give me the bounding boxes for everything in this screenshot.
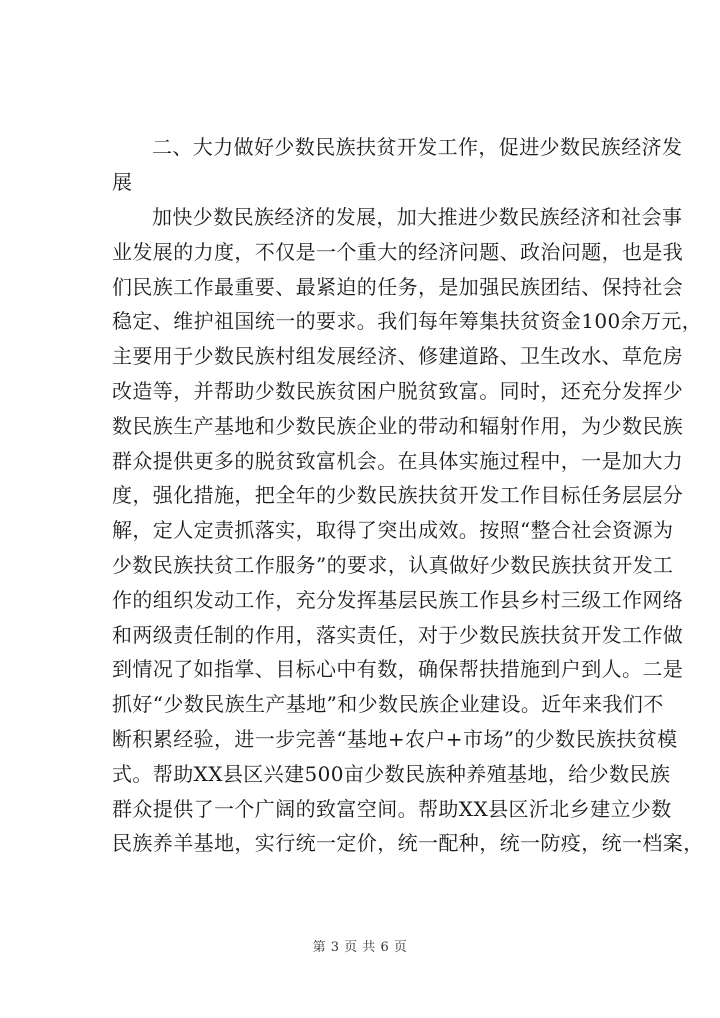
paragraph-line: 和两级责任制的作用，落实责任，对于少数民族扶贫开发工作做 bbox=[112, 622, 684, 647]
heading-line: 展 bbox=[112, 169, 133, 194]
paragraph-line: 业发展的力度，不仅是一个重大的经济问题、政治问题，也是我 bbox=[112, 239, 684, 264]
heading-line: 二、大力做好少数民族扶贫开发工作，促进少数民族经济发 bbox=[152, 135, 683, 159]
paragraph-line: 到情况了如指掌、目标心中有数，确保帮扶措施到户到人。二是 bbox=[112, 657, 684, 682]
paragraph-line: 们民族工作最重要、最紧迫的任务，是加强民族团结、保持社会 bbox=[112, 274, 684, 299]
paragraph-line: 主要用于少数民族村组发展经济、修建道路、卫生改水、草危房 bbox=[112, 344, 684, 369]
paragraph-line: 少数民族扶贫工作服务”的要求，认真做好少数民族扶贫开发工 bbox=[112, 552, 674, 577]
paragraph-line: 加快少数民族经济的发展，加大推进少数民族经济和社会事 bbox=[152, 205, 683, 229]
paragraph-line: 式。帮助XX县区兴建500亩少数民族种养殖基地，给少数民族 bbox=[112, 761, 671, 786]
section-heading bbox=[112, 130, 683, 200]
paragraph-line: 断积累经验，进一步完善“基地+农户+市场”的少数民族扶贫模 bbox=[112, 726, 678, 751]
paragraph-line: 作的组织发动工作，充分发挥基层民族工作县乡村三级工作网络 bbox=[112, 587, 684, 612]
paragraph-line: 数民族生产基地和少数民族企业的带动和辐射作用，为少数民族 bbox=[112, 413, 684, 438]
body-paragraph bbox=[112, 200, 704, 861]
paragraph-line: 解，定人定责抓落实，取得了突出成效。按照“整合社会资源为 bbox=[112, 518, 674, 543]
paragraph-line: 改造等，并帮助少数民族贫困户脱贫致富。同时，还充分发挥少 bbox=[112, 378, 684, 403]
paragraph-line: 群众提供了一个广阔的致富空间。帮助XX县区沂北乡建立少数 bbox=[112, 796, 672, 821]
paragraph-line: 度，强化措施，把全年的少数民族扶贫开发工作目标任务层层分 bbox=[112, 483, 684, 508]
paragraph-line: 民族养羊基地，实行统一定价，统一配种，统一防疫，统一档案， bbox=[112, 831, 704, 856]
page-footer: 第 3 页 共 6 页 bbox=[312, 940, 408, 955]
paragraph-line: 稳定、维护祖国统一的要求。我们每年筹集扶贫资金100余万元， bbox=[112, 309, 703, 334]
paragraph-line: 抓好“少数民族生产基地”和少数民族企业建设。近年来我们不 bbox=[112, 692, 664, 717]
paragraph-line: 群众提供更多的脱贫致富机会。在具体实施过程中，一是加大力 bbox=[112, 448, 684, 473]
